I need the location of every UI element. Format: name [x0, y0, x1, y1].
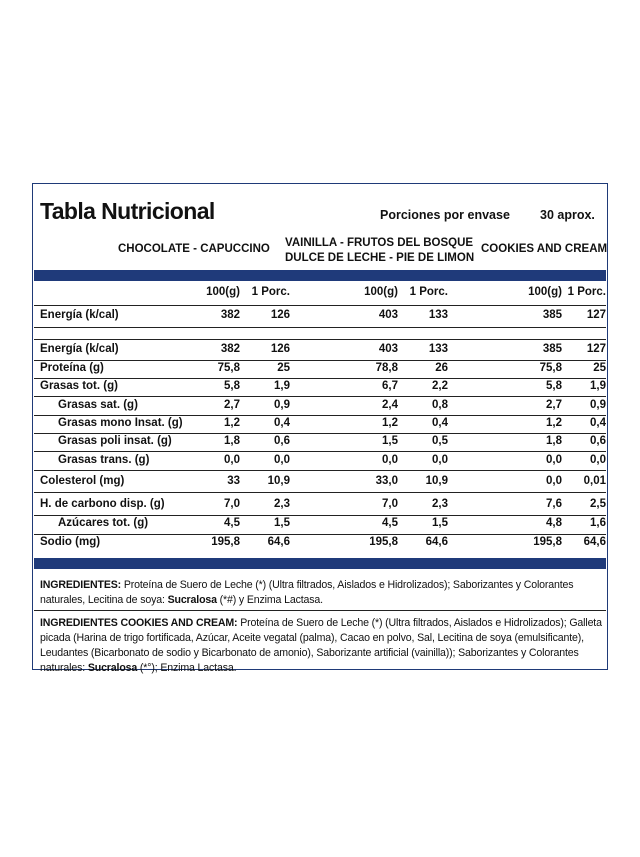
cell: 385: [542, 309, 562, 321]
row-divider: [34, 492, 606, 493]
cell: 0,4: [590, 417, 606, 429]
sweetener-name: Sucralosa: [87, 662, 138, 674]
cell: 1,8: [224, 435, 240, 447]
col-header-portion-2: 1 Porc.: [409, 286, 448, 298]
cell: 64,6: [425, 536, 448, 548]
cell: 0,9: [590, 399, 606, 411]
cell: 126: [270, 309, 290, 321]
row-divider: [34, 327, 606, 328]
cell: 133: [428, 343, 448, 355]
cell: 7,0: [224, 498, 240, 510]
cell: 7,6: [546, 498, 562, 510]
cell: 0,01: [583, 475, 606, 487]
ingredients-label: INGREDIENTES:: [40, 579, 122, 591]
cell: 5,8: [546, 380, 562, 392]
ingredients-text: Proteína de Suero de Leche (*) (Ultra filtrados, Aislados e Hidrolizados); Saborizantes y Colorantes naturales, Lecitina de soya:: [40, 579, 574, 606]
cell: 0,4: [274, 417, 290, 429]
row-label: Energía (k/cal): [40, 309, 119, 321]
cell: 127: [586, 343, 606, 355]
row-label: Grasas mono Insat. (g): [58, 417, 183, 429]
cell: 2,2: [432, 380, 448, 392]
cell: 10,9: [267, 475, 290, 487]
flavor-group-chocolate: CHOCOLATE - CAPUCCINO: [118, 243, 270, 255]
cell: 133: [428, 309, 448, 321]
cell: 1,2: [224, 417, 240, 429]
cell: 1,5: [382, 435, 398, 447]
cell: 385: [542, 343, 562, 355]
cell: 4,5: [224, 517, 240, 529]
flavor-group-vainilla: [285, 236, 474, 266]
footer-divider-bar: [34, 558, 606, 569]
col-header-100g-3: 100(g): [528, 286, 562, 298]
cell: 0,0: [274, 454, 290, 466]
cell: 1,2: [546, 417, 562, 429]
row-divider: [34, 470, 606, 471]
cell: 1,5: [274, 517, 290, 529]
cell: 195,8: [533, 536, 562, 548]
cell: 4,5: [382, 517, 398, 529]
table-row: [34, 452, 606, 471]
cell: 1,8: [546, 435, 562, 447]
cell: 382: [220, 309, 240, 321]
cell: 0,0: [382, 454, 398, 466]
table-row: [34, 515, 606, 534]
table-row: [34, 397, 606, 416]
cell: 75,8: [539, 362, 562, 374]
flavor-group-vainilla-line1: VAINILLA - FRUTOS DEL BOSQUE: [285, 237, 474, 249]
col-header-portion-3: 1 Porc.: [567, 286, 606, 298]
row-label: Energía (k/cal): [40, 343, 119, 355]
cell: 0,9: [274, 399, 290, 411]
table-row: [34, 473, 606, 492]
table-row: [34, 378, 606, 397]
row-label: Grasas sat. (g): [58, 399, 138, 411]
ingredients-cookies-label: INGREDIENTES COOKIES AND CREAM:: [40, 617, 238, 629]
flavor-group-vainilla-line2: DULCE DE LECHE - PIE DE LIMON: [285, 252, 475, 264]
cell: 1,9: [590, 380, 606, 392]
cell: 2,7: [224, 399, 240, 411]
cell: 25: [593, 362, 606, 374]
cell: 403: [378, 343, 398, 355]
row-label: Grasas tot. (g): [40, 380, 118, 392]
cell: 403: [378, 309, 398, 321]
cell: 33: [227, 475, 240, 487]
cell: 0,5: [432, 435, 448, 447]
cell: 2,7: [546, 399, 562, 411]
cell: 126: [270, 343, 290, 355]
cell: 195,8: [211, 536, 240, 548]
table-row: [34, 360, 606, 379]
cell: 0,6: [274, 435, 290, 447]
cell: 26: [435, 362, 448, 374]
cell: 2,3: [274, 498, 290, 510]
ingredients-divider: [34, 610, 606, 611]
page-title: Tabla Nutricional: [40, 198, 215, 224]
col-header-100g-2: 100(g): [364, 286, 398, 298]
table-row: [34, 307, 606, 326]
sweetener-name: Sucralosa: [167, 594, 217, 606]
cell: 6,7: [382, 380, 398, 392]
cell: 5,8: [224, 380, 240, 392]
cell: 1,5: [432, 517, 448, 529]
table-row: [34, 415, 606, 434]
cell: 64,6: [583, 536, 606, 548]
cell: 7,0: [382, 498, 398, 510]
cell: 10,9: [425, 475, 448, 487]
ingredients-paragraph: [40, 578, 608, 608]
cell: 2,4: [382, 399, 398, 411]
cell: 64,6: [267, 536, 290, 548]
column-header-row: [34, 286, 606, 305]
table-row: [34, 341, 606, 360]
row-divider: [34, 305, 606, 306]
cell: 0,0: [546, 475, 562, 487]
cell: 195,8: [369, 536, 398, 548]
cell: 4,8: [546, 517, 562, 529]
servings-label: Porciones por envase: [380, 208, 510, 222]
cell: 33,0: [375, 475, 398, 487]
cell: 0,8: [432, 399, 448, 411]
cell: 1,2: [382, 417, 398, 429]
cell: 0,0: [224, 454, 240, 466]
header-divider-bar: [34, 270, 606, 281]
ingredients-cookies-paragraph: [40, 616, 608, 676]
table-row: [34, 534, 606, 553]
row-label: Grasas trans. (g): [58, 454, 150, 466]
cell: 127: [586, 309, 606, 321]
cell: 0,4: [432, 417, 448, 429]
cell: 1,6: [590, 517, 606, 529]
row-label: Proteína (g): [40, 362, 104, 374]
cell: 0,0: [590, 454, 606, 466]
ingredients-text-end: (*#) y Enzima Lactasa.: [216, 594, 323, 606]
row-label: H. de carbono disp. (g): [40, 498, 165, 510]
cell: 0,6: [590, 435, 606, 447]
cell: 0,0: [546, 454, 562, 466]
row-divider: [34, 339, 606, 340]
row-label: Azúcares tot. (g): [58, 517, 149, 529]
cell: 2,3: [432, 498, 448, 510]
table-row: [34, 496, 606, 515]
row-label: Sodio (mg): [40, 536, 101, 548]
cell: 78,8: [375, 362, 398, 374]
ingredients-cookies-text-end: (*°); Enzima Lactasa.: [137, 662, 237, 674]
col-header-100g-1: 100(g): [206, 286, 240, 298]
table-row: [34, 433, 606, 452]
cell: 75,8: [217, 362, 240, 374]
row-label: Colesterol (mg): [40, 475, 125, 487]
cell: 25: [277, 362, 290, 374]
cell: 1,9: [274, 380, 290, 392]
col-header-portion-1: 1 Porc.: [251, 286, 290, 298]
servings-value: 30 aprox.: [540, 208, 595, 222]
cell: 0,0: [432, 454, 448, 466]
row-label: Grasas poli insat. (g): [58, 435, 172, 447]
flavor-group-cookies: COOKIES AND CREAM: [481, 243, 608, 255]
ingredients-cookies-text: Proteína de Suero de Leche (*) (Ultra filtrados, Aislados e Hidrolizados); Galleta picada (Harina de trigo fortificada, Azúcar, Aceite vegatal (palma), Cacao en polvo, Sal, Lecitina de soya (emulsificante), Leudantes (Bicarbonato de sodio y Bicarbonato de amonio), Saborizante artificial (vainilla)); Saborizantes y Colorantes naturales:: [40, 617, 602, 674]
cell: 2,5: [590, 498, 606, 510]
cell: 382: [220, 343, 240, 355]
